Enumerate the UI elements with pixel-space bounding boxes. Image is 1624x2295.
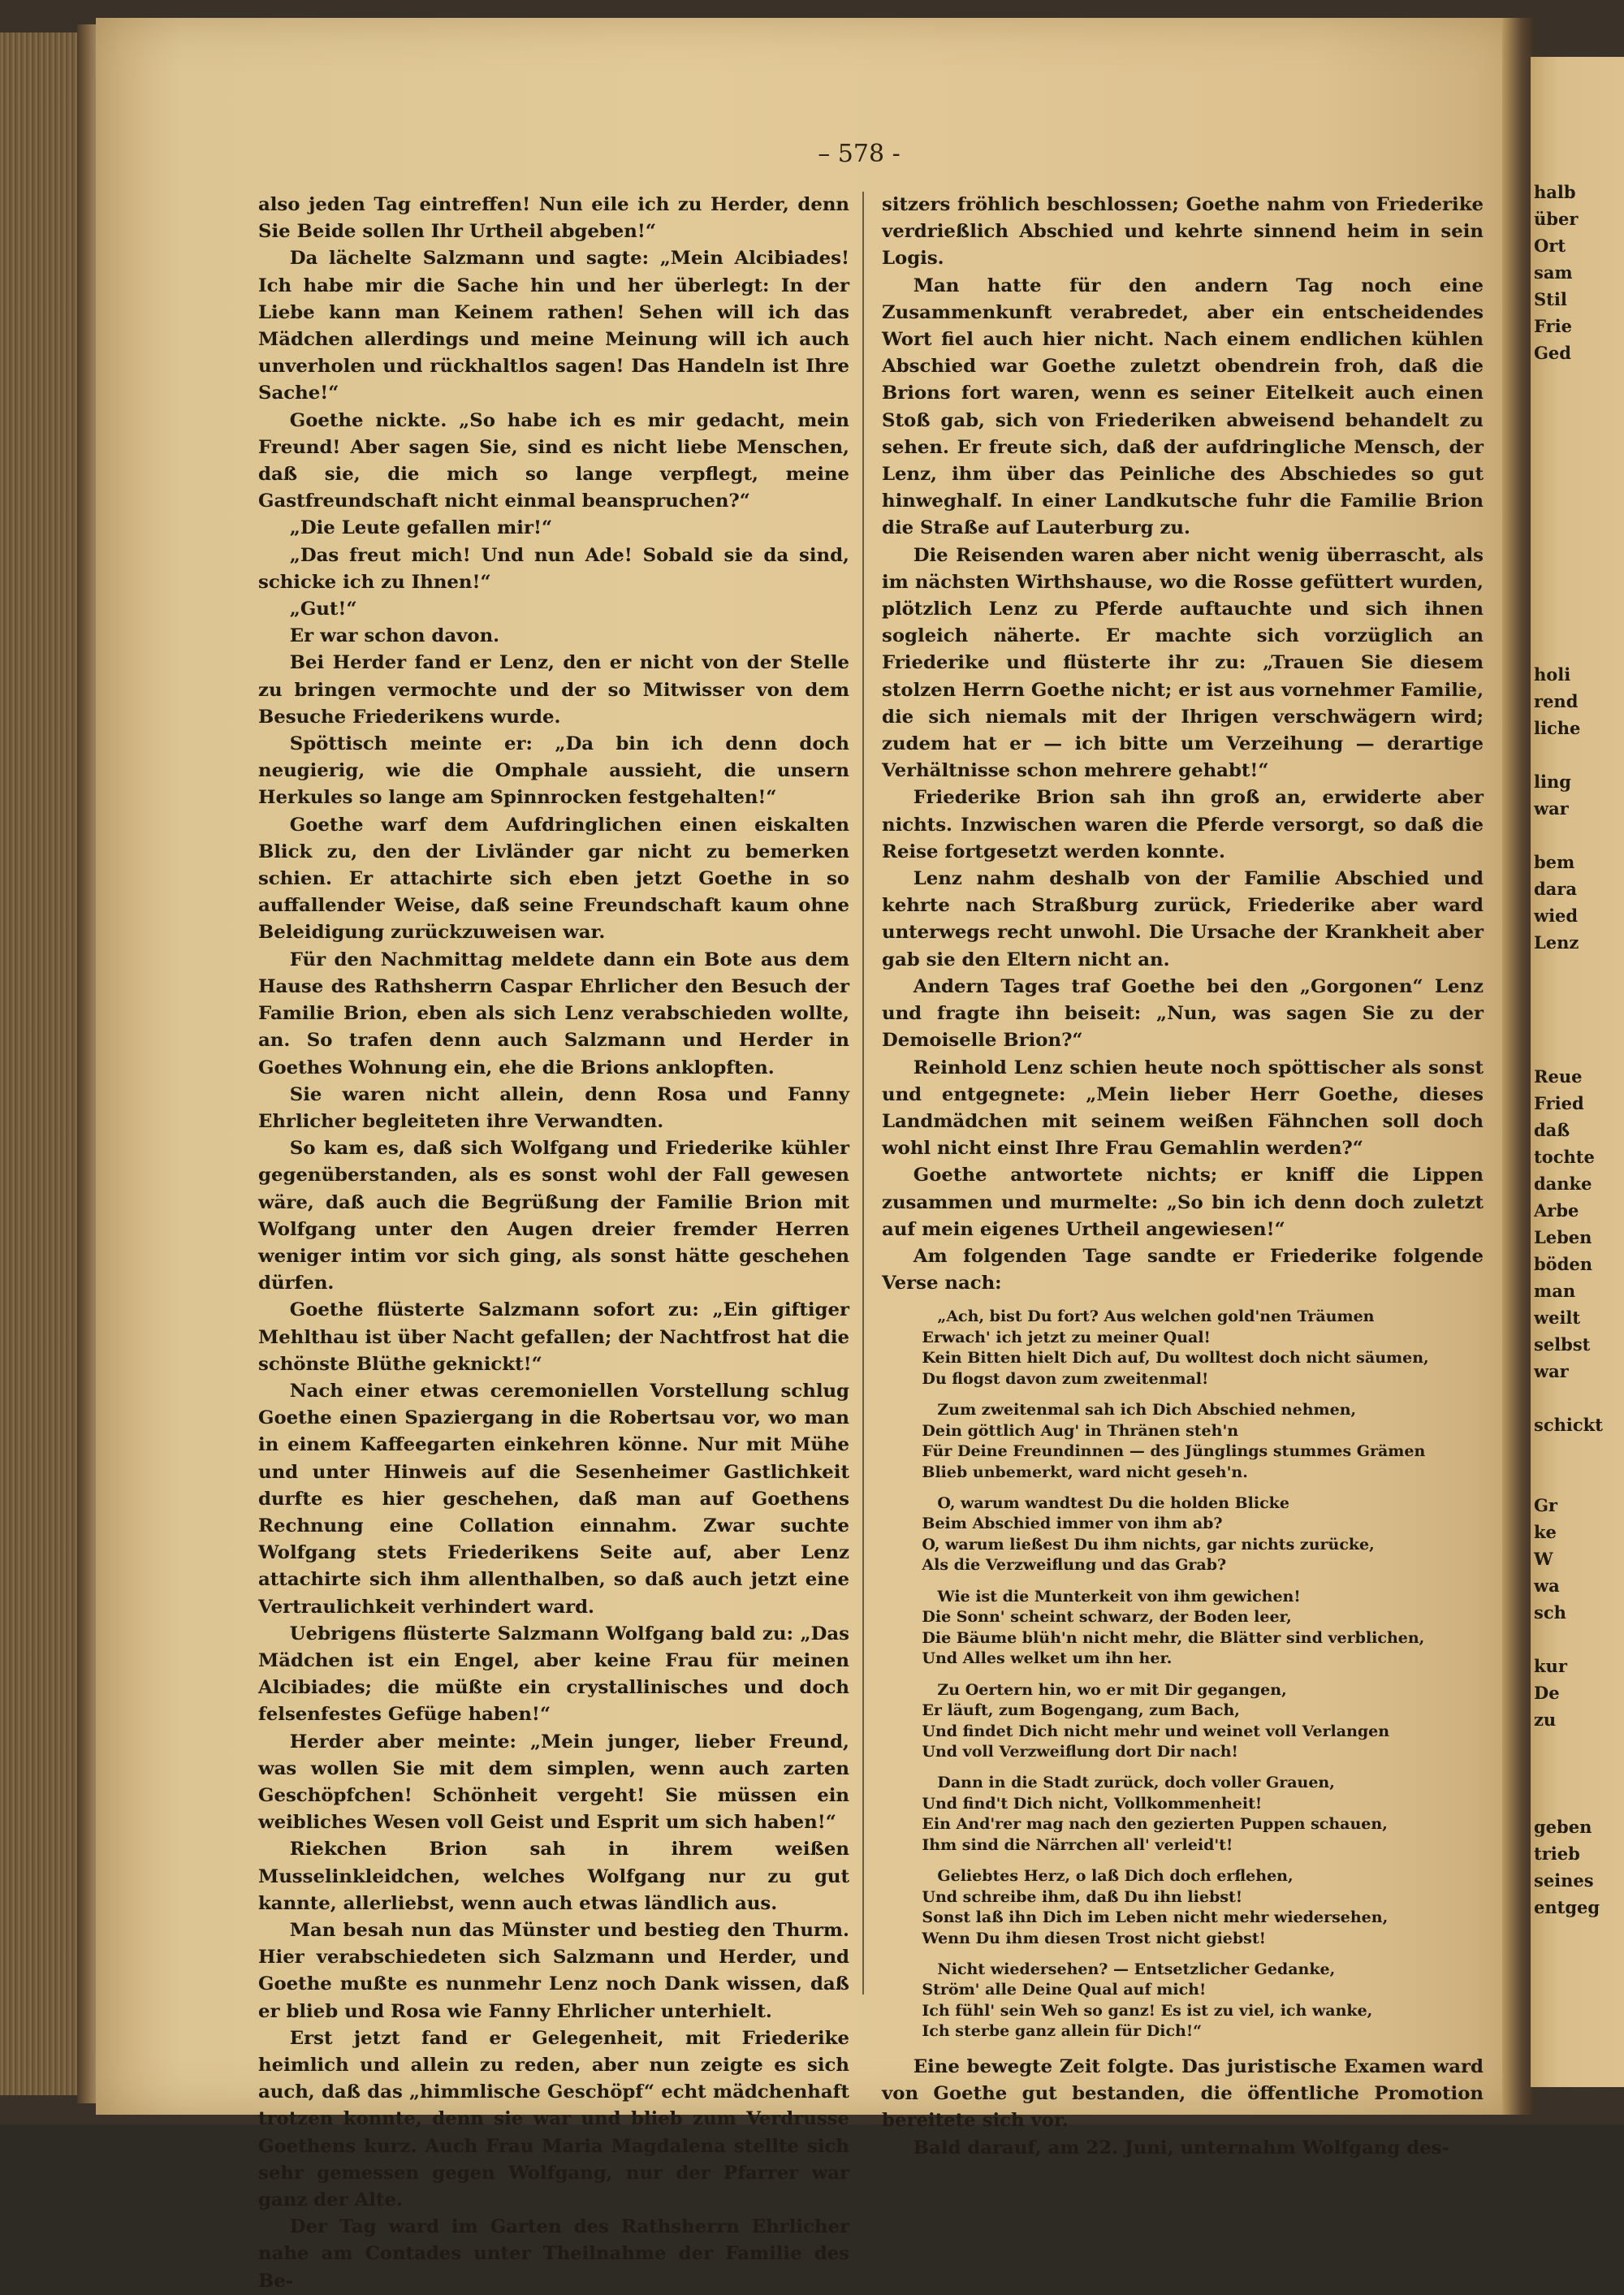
poem-line: Die Bäume blüh'n nicht mehr, die Blätter sind verblichen,	[922, 1628, 1425, 1647]
poem-line: „Ach, bist Du fort? Aus welchen gold'nen Träumen	[937, 1307, 1375, 1326]
facing-page-line-fragment: Reue	[1534, 1066, 1583, 1087]
paragraph: Bald darauf, am 22. Juni, unternahm Wolfgang des-	[913, 2137, 1449, 2159]
right-text-column	[882, 192, 1484, 2162]
poem-line: Zum zweitenmal sah ich Dich Abschied nehmen,	[937, 1401, 1357, 1420]
facing-page-line-fragment: schickt	[1534, 1415, 1603, 1435]
poem-stanza	[882, 1960, 1484, 2042]
poem-stanza	[882, 1680, 1484, 1763]
facing-page-line-fragment	[1534, 1733, 1624, 1760]
facing-page-line-fragment: bem	[1534, 852, 1575, 872]
facing-page-line-fragment: weilt	[1534, 1307, 1581, 1328]
facing-page-line-fragment: Frie	[1534, 316, 1572, 336]
poem-stanza	[882, 1866, 1484, 1949]
poem-line: Dann in die Stadt zurück, doch voller Grauen,	[937, 1774, 1335, 1792]
poem-line: Und schreibe ihm, daß Du ihn liebst!	[922, 1887, 1243, 1906]
facing-page-line-fragments	[1531, 57, 1624, 1921]
facing-page-line-fragment: Stil	[1534, 289, 1567, 309]
poem-stanza	[882, 1773, 1484, 1856]
paragraph: So kam es, daß sich Wolfgang und Friederike kühler gegenüberstanden, als es sonst wohl der Fall gewesen wäre, daß auch die Begrüßung der Familie Brion mit Wolfgang unter den Augen dreier fremder Herren weniger intim vor sich ging, als sonst hätte geschehen dürfen.	[258, 1138, 849, 1294]
paragraph: Eine bewegte Zeit folgte. Das juristische Examen ward von Goethe gut bestanden, die öffentliche Promotion bereitete sich vor.	[882, 2055, 1484, 2132]
facing-page-line-fragment: zu	[1534, 1709, 1557, 1730]
facing-page-line-fragment: wied	[1534, 905, 1579, 926]
column-divider-rule	[862, 192, 864, 1995]
facing-page-line-fragment: danke	[1534, 1173, 1592, 1194]
poem-line: Kein Bitten hielt Dich auf, Du wolltest doch nicht säumen,	[922, 1349, 1429, 1368]
paragraph: Die Reisenden waren aber nicht wenig überrascht, als im nächsten Wirthshause, wo die Rosse gefüttert wurden, plötzlich Lenz zu Pferde auftauchte und sich ihnen sogleich näherte. Er machte sich vorzüglich an Friederike und flüsterte ihr zu: „Trauen Sie diesem stolzen Herrn Goethe nicht; er ist aus vornehmer Familie, die sich niemals mit der Ihrigen verschwägern wird; zudem hat er — ich bitte um Verzeihung — derartige Verhältnisse schon mehrere gehabt!“	[882, 544, 1484, 782]
facing-page-line-fragment	[1534, 1438, 1624, 1465]
facing-page-line-fragment: seines	[1534, 1870, 1594, 1891]
poem-line: Ich fühl' sein Weh so ganz! Es ist zu viel, ich wanke,	[922, 2001, 1373, 2020]
facing-page-line-fragment	[1534, 473, 1624, 500]
poem-line: Zu Oertern hin, wo er mit Dir gegangen,	[937, 1680, 1287, 1699]
facing-page-line-fragment	[1534, 956, 1624, 983]
poem-line: Und findet Dich nicht mehr und weinet voll Verlangen	[922, 1722, 1390, 1740]
poem-line: O, warum ließest Du ihm nichts, gar nichts zurücke,	[922, 1535, 1375, 1554]
facing-page-line-fragment: trieb	[1534, 1843, 1580, 1864]
facing-page-line-fragment: war	[1534, 1361, 1569, 1381]
paragraph: Der Tag ward im Garten des Rathsherrn Ehrlicher nahe am Contades unter Theilnahme der Familie des Be-	[258, 2216, 849, 2292]
page-gutter	[1502, 18, 1535, 2115]
facing-page-line-fragment	[1534, 634, 1624, 661]
poem-line: Die Sonn' scheint schwarz, der Boden leer,	[922, 1608, 1292, 1627]
paragraph: Goethe warf dem Aufdringlichen einen eiskalten Blick zu, den der Livländer gar nicht zu bemerken schien. Er attachirte sich eben jetzt Goethe in so auffallender Weise, daß seine Freundschaft kaum ohne Beleidigung zurückzuweisen war.	[258, 814, 849, 944]
facing-page-line-fragment: ling	[1534, 771, 1571, 792]
paragraph: Uebrigens flüsterte Salzmann Wolfgang bald zu: „Das Mädchen ist ein Engel, aber keine Frau für meinen Alcibiades; die müßte ein crystallinisches und doch felsenfestes Gefüge haben!“	[258, 1623, 849, 1726]
facing-page-line-fragment: wa	[1534, 1575, 1560, 1596]
poem-line: Und find't Dich nicht, Vollkommenheit!	[922, 1794, 1263, 1813]
facing-page-line-fragment: war	[1534, 798, 1569, 819]
facing-page-line-fragment: Fried	[1534, 1093, 1584, 1113]
facing-page-line-fragment: selbst	[1534, 1334, 1591, 1355]
paragraph: Nach einer etwas ceremoniellen Vorstellung schlug Goethe einen Spaziergang in die Robertsau vor, wo man in einem Kaffeegarten einkehren könne. Nur mit Mühe und unter Hinweis auf die Sesenheimer Gastlichkeit durfte es hier geschehen, daß man auf Goethens Rechnung eine Collation einnahm. Zwar suchte Wolfgang stets Friederikens Seite auf, aber Lenz attachirte sich ihm allenthalben, so daß auch jetzt eine Vertraulichkeit verhindert ward.	[258, 1380, 849, 1618]
facing-page-line-fragment: De	[1534, 1683, 1560, 1703]
paragraph: Spöttisch meinte er: „Da bin ich denn doch neugierig, wie die Omphale aussieht, die unsern Herkules so lange am Spinnrocken festgehalten!“	[258, 733, 849, 809]
facing-page-line-fragment: entgeg	[1534, 1897, 1600, 1917]
facing-page-line-fragment	[1534, 447, 1624, 473]
paragraph: „Das freut mich! Und nun Ade! Sobald sie da sind, schicke ich zu Ihnen!“	[258, 544, 849, 593]
facing-page-line-fragment: man	[1534, 1281, 1576, 1301]
paragraph: Goethe flüsterte Salzmann sofort zu: „Ein giftiger Mehlthau ist über Nacht gefallen; der Nachtfrost hat die schönste Blüthe geknickt!“	[258, 1299, 849, 1375]
poem-stanza	[882, 1400, 1484, 1483]
paragraph: Erst jetzt fand er Gelegenheit, mit Friederike heimlich und allein zu reden, aber nun zeigte es sich auch, daß das „himmlische Geschöpf“ echt mädchenhaft trotzen konnte, denn sie war und blieb zum Verdrusse Goethens kurz. Auch Frau Maria Magdalena stellte sich sehr gemessen gegen Wolfgang, nur der Pfarrer war ganz der Alte.	[258, 2027, 849, 2211]
paragraph: Man besah nun das Münster und bestieg den Thurm. Hier verabschiedeten sich Salzmann und Herder, und Goethe mußte es nunmehr Lenz noch Dank wissen, daß er blieb und Rosa wie Fanny Ehrlicher unterhielt.	[258, 1920, 849, 2022]
poem-line: Wie ist die Munterkeit von ihm gewichen!	[937, 1587, 1301, 1606]
paragraph: „Gut!“	[289, 599, 357, 620]
facing-page-line-fragment	[1534, 741, 1624, 768]
paragraph: Da lächelte Salzmann und sagte: „Mein Alcibiades! Ich habe mir die Sache hin und her überlegt: In der Liebe kann man Keinem rathen! Sehen will ich das Mädchen allerdings und meine Meinung will ich auch unverholen und rückhaltlos sagen! Das Handeln ist Ihre Sache!“	[258, 248, 849, 404]
facing-page-line-fragment: tochte	[1534, 1147, 1595, 1167]
poem-line: Für Deine Freundinnen — des Jünglings stummes Grämen	[922, 1442, 1426, 1461]
facing-page-line-fragment: Arbe	[1534, 1200, 1579, 1221]
facing-page-line-fragment: geben	[1534, 1817, 1592, 1837]
paragraph: „Die Leute gefallen mir!“	[289, 517, 553, 539]
poem-line: Du flogst davon zum zweitenmal!	[922, 1369, 1209, 1388]
facing-page-line-fragment: Gr	[1534, 1495, 1557, 1515]
paragraph: Am folgenden Tage sandte er Friederike folgende Verse nach:	[882, 1245, 1484, 1294]
poem-line: Ihm sind die Närrchen all' verleid't!	[922, 1835, 1233, 1854]
facing-page-line-fragment: Ort	[1534, 236, 1566, 256]
paragraph: Sie waren nicht allein, denn Rosa und Fanny Ehrlicher begleiteten ihre Verwandten.	[258, 1083, 849, 1132]
poem-line: O, warum wandtest Du die holden Blicke	[937, 1493, 1289, 1512]
facing-page-line-fragment: Lenz	[1534, 932, 1579, 953]
paragraph: Goethe nickte. „So habe ich es mir gedacht, mein Freund! Aber sagen Sie, sind es nicht liebe Menschen, daß sie, die mich so lange verpflegt, meine Gastfreundschaft nicht einmal beanspruchen?“	[258, 409, 849, 512]
facing-page-line-fragment	[1534, 393, 1624, 420]
poem-line: Geliebtes Herz, o laß Dich doch erflehen,	[937, 1867, 1294, 1886]
facing-page-line-fragment: Leben	[1534, 1227, 1592, 1247]
poem-line: Als die Verzweiflung und das Grab?	[922, 1556, 1227, 1575]
facing-page-line-fragment	[1534, 983, 1624, 1009]
facing-page-line-fragment: ke	[1534, 1522, 1557, 1542]
poem-line: Nicht wiedersehen? — Entsetzlicher Gedanke,	[937, 1960, 1336, 1978]
facing-page-line-fragment	[1534, 1465, 1624, 1492]
facing-page-fragment	[1531, 57, 1624, 2087]
paragraph: Lenz nahm deshalb von der Familie Abschied und kehrte nach Straßburg zurück, Friederike aber ward unterwegs recht unwohl. Die Ursache der Krankheit aber gab sie den Eltern nicht an.	[882, 868, 1484, 970]
facing-page-line-fragment	[1534, 1760, 1624, 1787]
facing-page-line-fragment	[1534, 554, 1624, 581]
facing-page-line-fragment: halb	[1534, 182, 1576, 202]
paragraph: Andern Tages traf Goethe bei den „Gorgonen“ Lenz und fragte ihn beiseit: „Nun, was sagen Sie zu der Demoiselle Brion?“	[882, 975, 1484, 1052]
facing-page-line-fragment	[1534, 1009, 1624, 1036]
facing-page-line-fragment	[1534, 527, 1624, 554]
facing-page-line-fragment: sam	[1534, 262, 1573, 283]
facing-page-line-fragment	[1534, 822, 1624, 849]
folio-dash-right: -	[892, 140, 901, 168]
facing-page-line-fragment: über	[1534, 209, 1579, 229]
paragraph: Er war schon davon.	[289, 625, 500, 647]
facing-page-line-fragment	[1534, 420, 1624, 447]
facing-page-line-fragment	[1534, 1787, 1624, 1813]
page-number	[802, 140, 916, 168]
facing-page-line-fragment: liche	[1534, 718, 1581, 738]
poem-line: Und voll Verzweiflung dort Dir nach!	[922, 1743, 1238, 1761]
paragraph: Man hatte für den andern Tag noch eine Zusammenkunft verabredet, aber ein entscheidendes Wort fiel auch hier nicht. Nach einem endlichen kühlen Abschied war Goethe zuletzt obendrein froh, daß die Brions fort waren, wenn es seiner Eitelkeit auch einen Stoß gab, sich von Friederiken abweisend behandelt zu sehen. Er freute sich, daß der aufdringliche Mensch, der Lenz, ihm über das Peinliche des Abschiedes so gut hinweghalf. In einer Landkutsche fuhr die Familie Brion die Straße auf Lauterburg zu.	[882, 274, 1484, 539]
facing-page-line-fragment	[1534, 581, 1624, 607]
paragraph: Goethe antwortete nichts; er kniff die Lippen zusammen und murmelte: „So bin ich denn doch zuletzt auf mein eigenes Urtheil angewiesen!“	[882, 1165, 1484, 1240]
paragraph: Herder aber meinte: „Mein junger, lieber Freund, was wollen Sie mit dem simplen, wenn auch zarten Geschöpfchen! Schönheit vergeht! Sie müssen ein weibliches Wesen voll Geist und Esprit um sich haben!“	[258, 1731, 849, 1834]
facing-page-line-fragment: holi	[1534, 664, 1571, 685]
facing-page-line-fragment	[1534, 500, 1624, 527]
poem-line: Blieb unbemerkt, ward nicht geseh'n.	[922, 1463, 1248, 1481]
poem-line: Beim Abschied immer von ihm ab?	[922, 1515, 1223, 1533]
facing-page-line-fragment	[1534, 1385, 1624, 1411]
facing-page-line-fragment: kur	[1534, 1656, 1567, 1676]
facing-page-line-fragment: dara	[1534, 879, 1577, 899]
facing-page-line-fragment	[1534, 607, 1624, 634]
right-column-prose-before-poem	[882, 192, 1484, 1297]
poem-line: Erwach' ich jetzt zu meiner Qual!	[922, 1328, 1211, 1346]
poem-line: Er läuft, zum Bogengang, zum Bach,	[922, 1701, 1240, 1720]
facing-page-line-fragment: böden	[1534, 1254, 1593, 1274]
poem-stanza	[882, 1587, 1484, 1670]
paragraph: also jeden Tag eintreffen! Nun eile ich zu Herder, denn Sie Beide sollen Ihr Urtheil abgeben!“	[258, 194, 849, 243]
right-column-prose-after-poem	[882, 2054, 1484, 2162]
poem-stanza	[882, 1307, 1484, 1390]
paragraph: Bei Herder fand er Lenz, den er nicht von der Stelle zu bringen vermochte und der so Mitwisser von dem Besuche Friederikens wurde.	[258, 652, 849, 728]
poem-stanza	[882, 1493, 1484, 1576]
paragraph: Riekchen Brion sah in ihrem weißen Musselinkleidchen, welches Wolfgang nur zu gut kannte, allerliebst, wenn auch etwas ländlich aus.	[258, 1839, 849, 1914]
facing-page-line-fragment: Ged	[1534, 343, 1571, 363]
paragraph: sitzers fröhlich beschlossen; Goethe nahm von Friederike verdrießlich Abschied und kehrte sinnend heim in sein Logis.	[882, 194, 1484, 270]
facing-page-line-fragment: sch	[1534, 1602, 1566, 1623]
facing-page-line-fragment: rend	[1534, 691, 1579, 711]
facing-page-line-fragment	[1534, 1036, 1624, 1063]
paragraph: Für den Nachmittag meldete dann ein Bote aus dem Hause des Rathsherrn Caspar Ehrlicher den Besuch der Familie Brion, eben als sich Lenz verabschieden wollte, an. So trafen denn auch Salzmann und Herder in Goethes Wohnung ein, ehe die Brions anklopften.	[258, 949, 849, 1078]
folio-dash-left: –	[818, 140, 831, 168]
facing-page-line-fragment: daß	[1534, 1120, 1570, 1140]
poem-line: Ein And'rer mag nach den gezierten Puppen schauen,	[922, 1815, 1388, 1834]
facing-page-line-fragment: W	[1534, 1549, 1553, 1569]
book-page-edges	[0, 32, 77, 2095]
paragraph: Friederike Brion sah ihn groß an, erwiderte aber nichts. Inzwischen waren die Pferde versorgt, so daß die Reise fortgesetzt werden konnte.	[882, 787, 1484, 862]
poem-line: Und Alles welket um ihn her.	[922, 1649, 1173, 1668]
page-number-value: 578	[837, 140, 885, 168]
facing-page-line-fragment	[1534, 1626, 1624, 1653]
facing-page-line-fragment	[1534, 366, 1624, 393]
poem-line: Sonst laß ihn Dich im Leben nicht mehr wiedersehen,	[922, 1908, 1389, 1927]
left-text-column	[258, 192, 849, 2295]
poem	[882, 1307, 1484, 2042]
poem-line: Ström' alle Deine Qual auf mich!	[922, 1981, 1207, 1999]
poem-line: Wenn Du ihm diesen Trost nicht giebst!	[922, 1929, 1266, 1947]
poem-line: Ich sterbe ganz allein für Dich!“	[922, 2022, 1203, 2041]
poem-line: Dein göttlich Aug' in Thränen steh'n	[922, 1421, 1239, 1440]
paragraph: Reinhold Lenz schien heute noch spöttischer als sonst und entgegnete: „Mein lieber Herr Goethe, dieses Landmädchen mit seinem weißen Fähnchen soll doch wohl nicht einst Ihre Frau Gemahlin werden?“	[882, 1057, 1484, 1160]
